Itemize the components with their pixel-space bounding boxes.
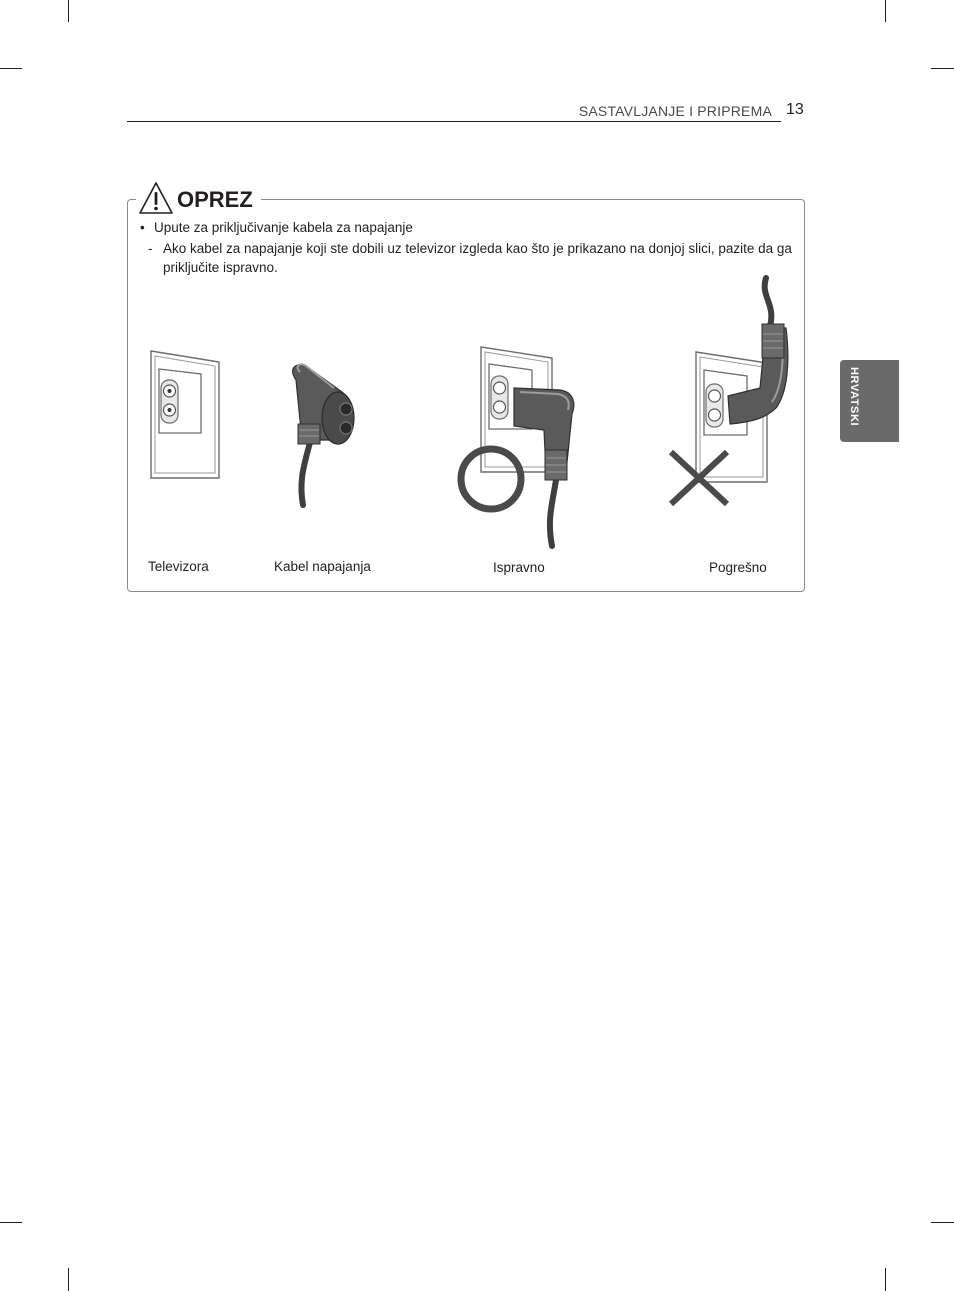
caution-title: OPREZ: [177, 187, 253, 212]
tv-label: Televizora: [148, 559, 209, 574]
correct-connection-illustration: [461, 347, 574, 546]
bullet-mark: •: [140, 220, 145, 235]
cable-label: Kabel napajanja: [274, 559, 371, 574]
bullet-text: Upute za priključivanje kabela za napajanje: [154, 220, 413, 235]
power-cable-illustration: [293, 364, 354, 505]
language-tab-label: HRVATSKI: [848, 367, 860, 427]
page-number: 13: [786, 101, 804, 118]
tv-socket-illustration: [151, 351, 219, 478]
dash-text: Ako kabel za napajanje koji ste dobili uz televizor izgleda kao što je prikazano na donjoj slici, pazite da ga priključite ispravno.: [163, 241, 792, 275]
correct-label: Ispravno: [493, 560, 545, 575]
section-title: SASTAVLJANJE I PRIPREMA: [578, 103, 772, 119]
wrong-label: Pogrešno: [709, 560, 767, 575]
dash-mark: -: [148, 241, 153, 256]
wrong-connection-illustration: [671, 278, 788, 504]
